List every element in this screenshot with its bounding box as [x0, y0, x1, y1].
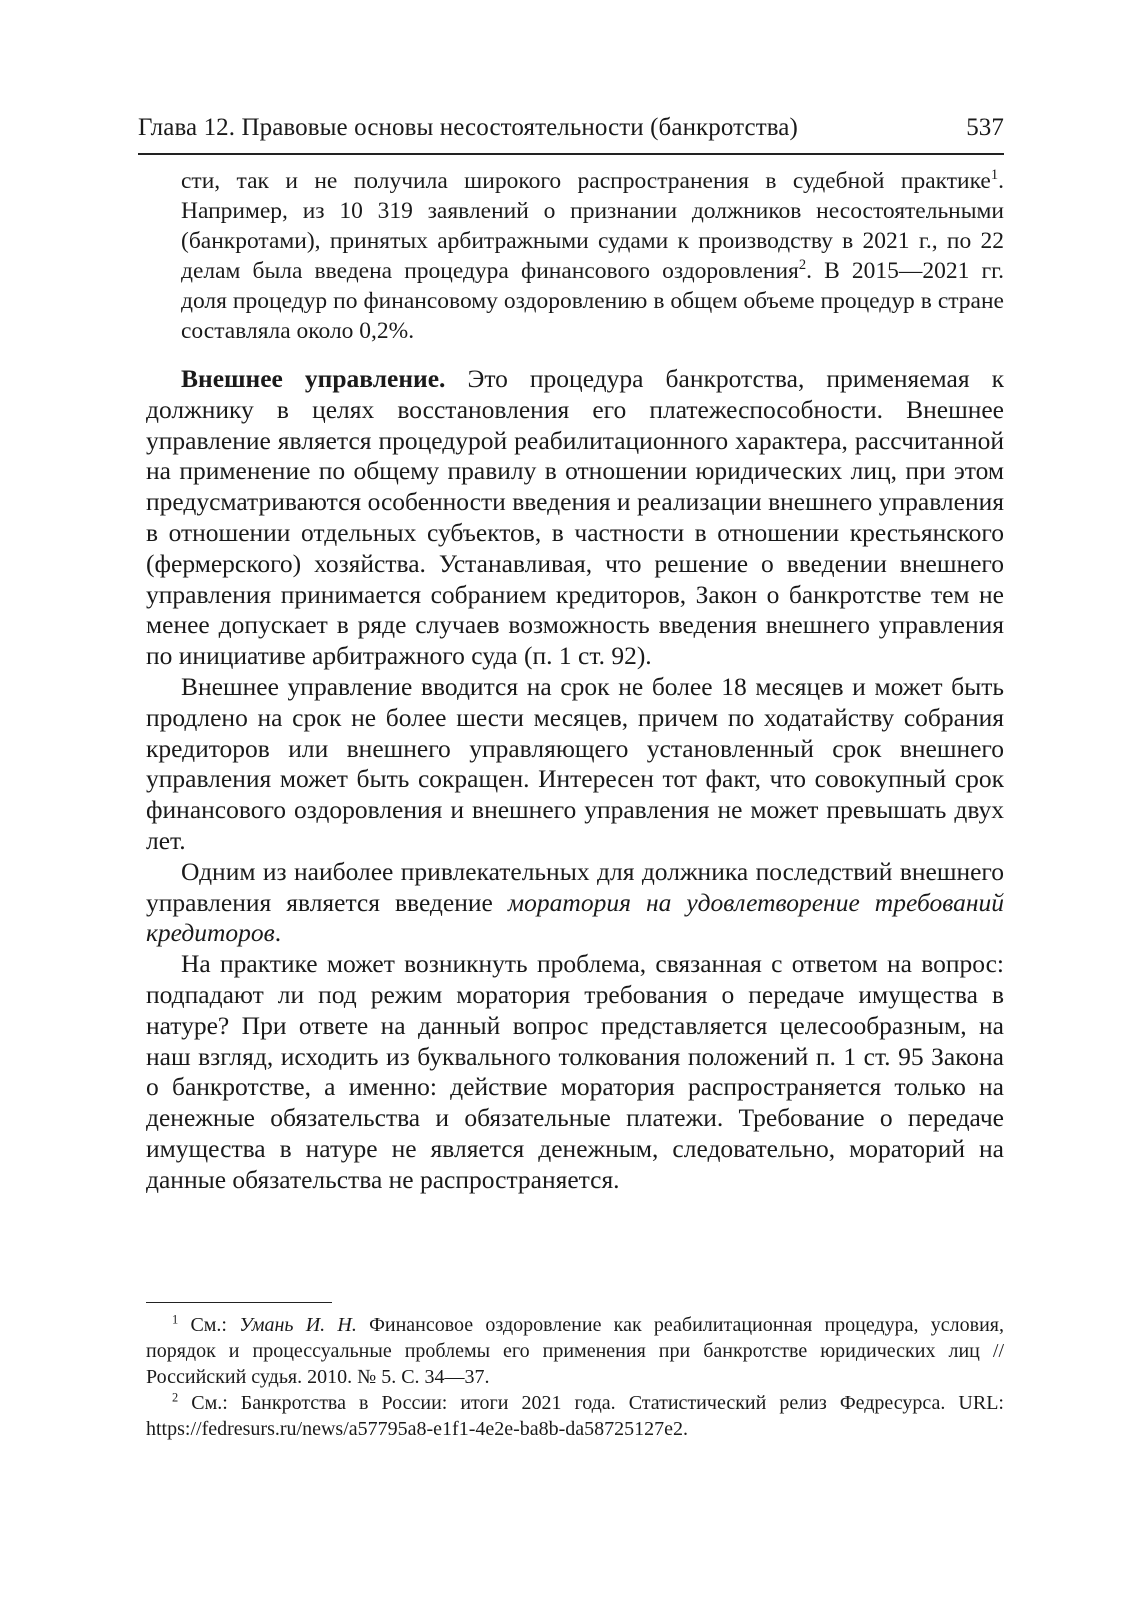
- main-text: [146, 364, 1004, 1196]
- section-heading: Внешнее управление.: [181, 364, 446, 393]
- continued-quote-block: [181, 166, 1004, 346]
- paragraph-1-text: Это процедура банкротства, применяемая к должнику в целях восстановления его платежеспособности. Внешнее управление является процедурой реабилитационного характера, рассчитанной на применение по общему правилу в отношении юридических лиц, при этом предусматриваются особенности введения и реализации внешнего управления в отношении отдельных субъектов, в частности в отношении крестьянского (фермерского) хозяйства. Устанавливая, что решение о введении внешнего управления принимается собранием кредиторов, Закон о банкротстве тем не менее допускает в ряде случаев возможность введения внешнего управления по инициативе арбитражного суда (п. 1 ст. 92).: [146, 364, 1005, 671]
- footnote-separator: [146, 1302, 332, 1303]
- continued-text-3: . В 2015—2021 гг. доля процедур по финансовому оздоровлению в общем объеме процедур в стране составляла около 0,2%.: [181, 258, 1004, 344]
- footnote-1-prefix: См.:: [178, 1314, 240, 1336]
- paragraph-3-end: .: [274, 918, 282, 948]
- chapter-title: Глава 12. Правовые основы несостоятельности (банкротства): [138, 114, 798, 141]
- header-rule: [138, 153, 1004, 155]
- continued-text-1: сти, так и не получила широкого распространения в судебной практике: [181, 168, 991, 194]
- page-number: 537: [966, 114, 1004, 141]
- footnote-number-1: 1: [172, 1312, 179, 1327]
- footnote-2: [146, 1390, 1004, 1442]
- paragraph-external-management: [146, 364, 1004, 672]
- paragraph-3-text: Одним из наиболее привлекательных для должника последствий внешнего управления является введение: [146, 856, 1004, 917]
- paragraph-practice: На практике может возникнуть проблема, связанная с ответом на вопрос: подпадают ли под режим моратория требования о передаче имущества в натуре? При ответе на данный вопрос представляется целесообразным, на наш взгляд, исходить из буквального толкования положений п. 1 ст. 95 Закона о банкротстве, а именно: действие моратория распространяется только на денежные обязательства и обязательные платежи. Требование о передаче имущества в натуре не является денежным, следовательно, мораторий на данные обязательства не распространяется.: [146, 949, 1004, 1194]
- continued-paragraph: [181, 166, 1004, 346]
- footnote-1-author: Умань И. Н.: [239, 1314, 357, 1336]
- footnote-2-text: См.: Банкротства в России: итоги 2021 года. Статистический релиз Федресурса. URL: https://fedresurs.ru/news/a57795a8-e1f1-4e2e-ba8b-da58725127e2.: [146, 1392, 1004, 1440]
- footnote-number-2: 2: [172, 1390, 179, 1405]
- footnote-1: [146, 1312, 1004, 1390]
- running-header: [138, 114, 1004, 142]
- paragraph-term: Внешнее управление вводится на срок не более 18 месяцев и может быть продлено на срок не более шести месяцев, причем по ходатайству собрания кредиторов или внешнего управляющего установленный срок внешнего управления может быть сокращен. Интересен тот факт, что совокупный срок финансового оздоровления и внешнего управления не может превышать двух лет.: [146, 671, 1004, 855]
- footnote-ref-2: 2: [798, 257, 807, 274]
- footnotes: [146, 1312, 1004, 1442]
- continued-text-2: . Например, из 10 319 заявлений о признании должников несостоятельными (банкротами), принятых арбитражными судами к производству в 2021 г., по 22 делам была введена процедура финансового оздоровления: [181, 168, 1004, 284]
- footnote-1-text: Финансовое оздоровление как реабилитационная процедура, условия, порядок и процессуальные проблемы его применения при банкротстве юридических лиц // Российский судья. 2010. № 5. С. 34—37.: [146, 1314, 1004, 1388]
- footnote-ref-1: 1: [990, 167, 999, 184]
- paragraph-3-emphasis: моратория на удовлетворение требований кредиторов: [146, 887, 1004, 948]
- paragraph-moratorium: [146, 857, 1004, 949]
